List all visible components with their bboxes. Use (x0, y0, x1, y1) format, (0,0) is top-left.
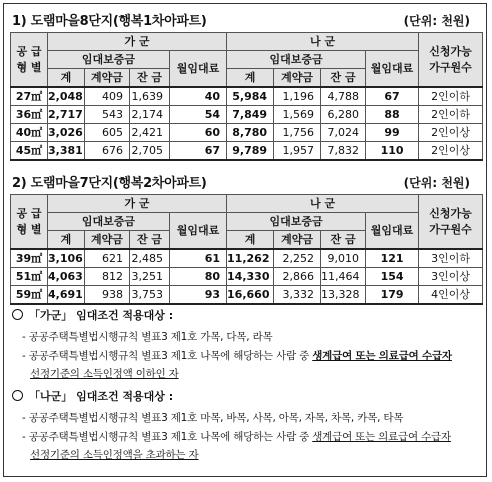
ga-contract-cell: 938 (85, 286, 130, 305)
ga-contract-cell: 676 (85, 142, 130, 161)
ga-contract-header: 계약금 (85, 231, 130, 250)
na-balance-header: 잔 금 (321, 69, 366, 88)
type-header: 공 급 형 별 (11, 195, 48, 250)
na-balance-cell: 6,280 (321, 106, 366, 124)
na-rent-cell: 110 (366, 142, 419, 161)
type-cell: 40㎡ (11, 124, 48, 142)
type-cell: 36㎡ (11, 106, 48, 124)
eligible-cell: 3인이상 (419, 268, 483, 286)
table-row (11, 286, 483, 305)
circle-bullet-icon (12, 309, 23, 320)
na-rent-cell: 67 (366, 87, 419, 106)
ga-total-cell: 4,063 (48, 268, 85, 286)
ga-deposit-header: 임대보증금 (48, 213, 170, 231)
na-total-header: 계 (227, 69, 274, 88)
ga-total-cell: 3,106 (48, 249, 85, 268)
circle-bullet-icon (12, 390, 23, 401)
rent-table-2 (10, 194, 483, 305)
ga-header: 가 군 (48, 195, 227, 213)
na-rent-cell: 88 (366, 106, 419, 124)
ga-balance-cell: 2,174 (130, 106, 170, 124)
ga-balance-cell: 3,251 (130, 268, 170, 286)
ga-condition-line-3: 선정기준의 소득인정액 이하인 자 (30, 368, 179, 380)
ga-rent-cell: 54 (170, 106, 227, 124)
table-row (11, 124, 483, 142)
type-cell: 45㎡ (11, 142, 48, 161)
eligible-cell: 3인이하 (419, 249, 483, 268)
ga-condition-line-2: - 공공주택특별법시행규칙 별표3 제1호 나목에 해당하는 사람 중 생계급여 또는 의료급여 수급자 (22, 350, 452, 362)
ga-rent-cell: 60 (170, 124, 227, 142)
ga-rent-cell: 67 (170, 142, 227, 161)
table-row (11, 87, 483, 106)
section1-unit: (단위: 천원) (403, 14, 470, 28)
na-rent-cell: 121 (366, 249, 419, 268)
na-contract-header: 계약금 (274, 69, 321, 88)
na-condition-line-2: - 공공주택특별법시행규칙 별표3 제1호 나목에 해당하는 사람 중 생계급여 또는 의료급여 수급자 (22, 431, 451, 443)
ga-total-cell: 3,381 (48, 142, 85, 161)
section2-unit: (단위: 천원) (403, 176, 470, 190)
eligible-header: 신청가능 가구원수 (419, 33, 483, 88)
ga-deposit-header: 임대보증금 (48, 51, 170, 69)
table-row (11, 249, 483, 268)
ga-condition-title: 「가군」 임대조건 적용대상 : (12, 307, 173, 323)
table-row (11, 142, 483, 161)
ga-total-cell: 2,717 (48, 106, 85, 124)
ga-rent-cell: 80 (170, 268, 227, 286)
na-balance-cell: 4,788 (321, 87, 366, 106)
type-cell: 39㎡ (11, 249, 48, 268)
ga-total-header: 계 (48, 231, 85, 250)
na-rent-cell: 154 (366, 268, 419, 286)
ga-rent-cell: 93 (170, 286, 227, 305)
na-balance-cell: 9,010 (321, 249, 366, 268)
na-header: 나 군 (227, 195, 419, 213)
type-header: 공 급 형 별 (11, 33, 48, 88)
na-condition-title: 「나군」 임대조건 적용대상 : (12, 388, 173, 404)
na-contract-header: 계약금 (274, 231, 321, 250)
ga-rent-cell: 40 (170, 87, 227, 106)
na-contract-cell: 2,866 (274, 268, 321, 286)
na-total-cell: 16,660 (227, 286, 274, 305)
ga-total-cell: 3,026 (48, 124, 85, 142)
ga-balance-cell: 2,705 (130, 142, 170, 161)
na-header: 나 군 (227, 33, 419, 51)
ga-balance-header: 잔 금 (130, 231, 170, 250)
ga-rent-cell: 61 (170, 249, 227, 268)
rent-table-1 (10, 32, 483, 161)
ga-balance-header: 잔 금 (130, 69, 170, 88)
type-cell: 51㎡ (11, 268, 48, 286)
na-deposit-header: 임대보증금 (227, 51, 366, 69)
eligible-cell: 2인이상 (419, 124, 483, 142)
na-total-cell: 11,262 (227, 249, 274, 268)
na-balance-header: 잔 금 (321, 231, 366, 250)
na-deposit-header: 임대보증금 (227, 213, 366, 231)
na-rent-header: 월임대료 (366, 51, 419, 88)
na-balance-cell: 7,832 (321, 142, 366, 161)
ga-contract-cell: 812 (85, 268, 130, 286)
eligible-header: 신청가능 가구원수 (419, 195, 483, 250)
na-total-cell: 14,330 (227, 268, 274, 286)
type-cell: 27㎡ (11, 87, 48, 106)
ga-rent-header: 월임대료 (170, 51, 227, 88)
eligible-cell: 2인이하 (419, 106, 483, 124)
ga-balance-cell: 2,421 (130, 124, 170, 142)
na-condition-line-1: - 공공주택특별법시행규칙 별표3 제1호 마목, 바목, 사목, 아목, 자목, 차목, 카목, 타목 (22, 412, 404, 424)
na-condition-line-3: 선정기준의 소득인정액을 초과하는 자 (30, 449, 199, 461)
ga-balance-cell: 1,639 (130, 87, 170, 106)
na-total-cell: 9,789 (227, 142, 274, 161)
ga-total-header: 계 (48, 69, 85, 88)
na-contract-cell: 1,957 (274, 142, 321, 161)
na-balance-cell: 11,464 (321, 268, 366, 286)
na-contract-cell: 3,332 (274, 286, 321, 305)
type-cell: 59㎡ (11, 286, 48, 305)
ga-total-cell: 2,048 (48, 87, 85, 106)
eligible-cell: 2인이상 (419, 142, 483, 161)
na-rent-header: 월임대료 (366, 213, 419, 250)
ga-rent-header: 월임대료 (170, 213, 227, 250)
na-contract-cell: 1,569 (274, 106, 321, 124)
na-total-cell: 5,984 (227, 87, 274, 106)
na-total-cell: 8,780 (227, 124, 274, 142)
na-contract-cell: 1,196 (274, 87, 321, 106)
na-balance-cell: 13,328 (321, 286, 366, 305)
section1-title: 1) 도램마을8단지(행복1차아파트) (12, 14, 207, 29)
na-total-cell: 7,849 (227, 106, 274, 124)
ga-contract-cell: 621 (85, 249, 130, 268)
na-contract-cell: 1,756 (274, 124, 321, 142)
table-row (11, 106, 483, 124)
ga-balance-cell: 3,753 (130, 286, 170, 305)
na-rent-cell: 99 (366, 124, 419, 142)
ga-contract-cell: 543 (85, 106, 130, 124)
ga-header: 가 군 (48, 33, 227, 51)
na-contract-cell: 2,252 (274, 249, 321, 268)
na-balance-cell: 7,024 (321, 124, 366, 142)
eligible-cell: 2인이하 (419, 87, 483, 106)
na-total-header: 계 (227, 231, 274, 250)
na-rent-cell: 179 (366, 286, 419, 305)
section2-title: 2) 도램마을7단지(행복2차아파트) (12, 176, 207, 191)
eligible-cell: 4인이상 (419, 286, 483, 305)
table-row (11, 268, 483, 286)
ga-contract-cell: 409 (85, 87, 130, 106)
ga-condition-line-1: - 공공주택특별법시행규칙 별표3 제1호 가목, 다목, 라목 (22, 331, 273, 343)
ga-total-cell: 4,691 (48, 286, 85, 305)
ga-contract-cell: 605 (85, 124, 130, 142)
ga-contract-header: 계약금 (85, 69, 130, 88)
ga-balance-cell: 2,485 (130, 249, 170, 268)
